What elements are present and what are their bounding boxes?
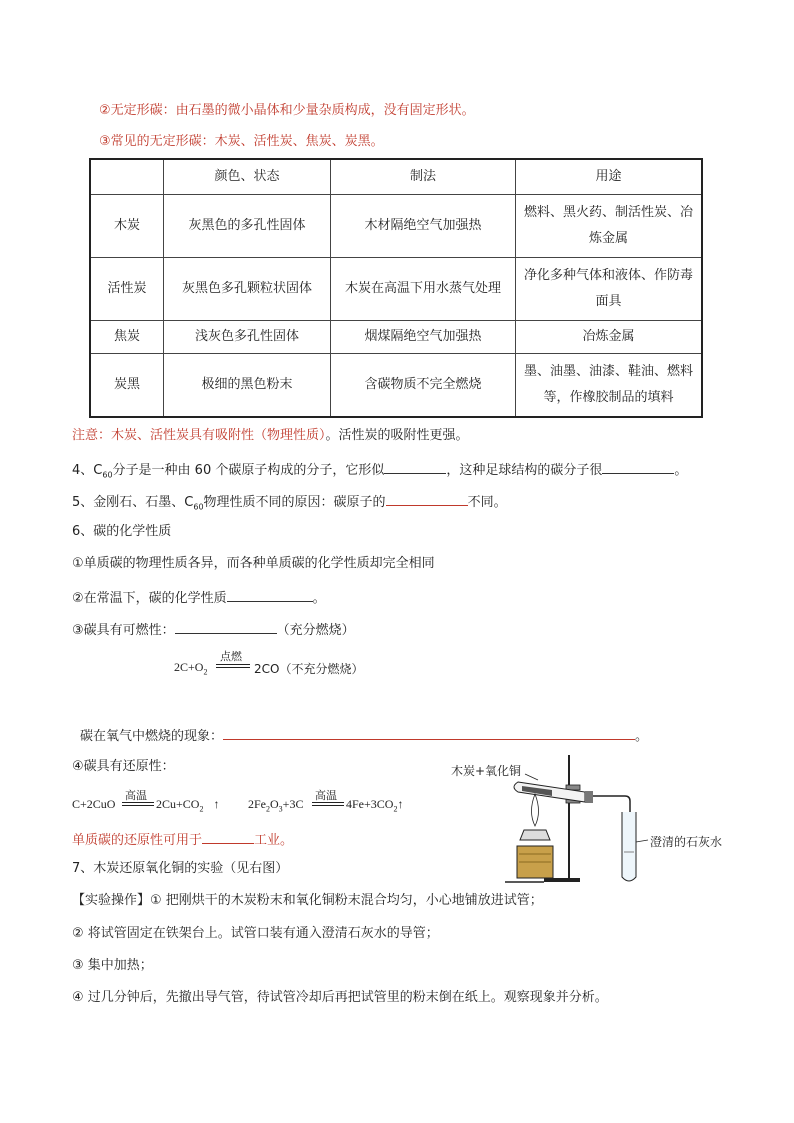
chem-prop-text: ②在常温下，碳的化学性质 bbox=[72, 591, 227, 606]
note-label: 注意：木炭、活性炭具有吸附性（物理性质） bbox=[72, 428, 326, 443]
chem-prop-line-2 bbox=[72, 587, 326, 608]
incomplete-combustion-right: 2CO（不充分燃烧） bbox=[254, 662, 364, 676]
operation-step-1 bbox=[72, 892, 543, 910]
blank-shape[interactable] bbox=[384, 459, 446, 474]
q4-sub: 60 bbox=[102, 470, 113, 480]
equals-bar bbox=[216, 664, 250, 665]
stopper bbox=[585, 791, 593, 803]
q4-text: ，这种足球结构的碳分子很 bbox=[446, 463, 603, 478]
eq-text: +3C bbox=[282, 797, 304, 811]
reduction-fe2o3-left bbox=[248, 797, 303, 813]
industry-text: 单质碳的还原性可用于 bbox=[72, 833, 203, 848]
equals-bar bbox=[312, 805, 344, 806]
blank-stability[interactable] bbox=[602, 459, 674, 474]
eq-sub: 2 bbox=[266, 804, 270, 814]
table-row bbox=[90, 321, 702, 354]
alcohol-lamp-cap bbox=[520, 830, 550, 840]
table-cell-color: 灰黑色的多孔性固体 bbox=[164, 195, 331, 258]
eq-text: 4Fe+3CO bbox=[346, 797, 394, 811]
q4-text: 分子是一种由 60 个碳原子构成的分子，它形似 bbox=[112, 463, 385, 478]
eq-sub: 2 bbox=[393, 804, 398, 814]
blank-stability-normal-temp[interactable] bbox=[227, 587, 313, 602]
carbon-properties-table bbox=[89, 158, 703, 418]
table-cell-use: 燃料、黑火药、制活性炭、冶炼金属 bbox=[516, 195, 703, 258]
condition-high-temp: 高温 bbox=[125, 789, 147, 802]
q5-sub: 60 bbox=[193, 502, 204, 512]
operation-step-3: ③ 集中加热； bbox=[72, 958, 153, 973]
blank-arrangement[interactable] bbox=[386, 491, 468, 506]
blank-industry[interactable] bbox=[202, 829, 254, 844]
eq-text: 2Cu+CO bbox=[156, 797, 200, 811]
table-cell-method: 木材隔绝空气加强热 bbox=[331, 195, 516, 258]
table-header-cell bbox=[90, 159, 164, 195]
label-limewater: 澄清的石灰水 bbox=[650, 835, 723, 849]
table-cell-color: 浅灰色多孔性固体 bbox=[164, 321, 331, 354]
table-cell-method: 烟煤隔绝空气加强热 bbox=[331, 321, 516, 354]
combustion-phenomenon bbox=[80, 725, 648, 746]
adsorption-note bbox=[72, 427, 469, 445]
reduction-fe2o3-right bbox=[346, 797, 403, 813]
table-header-cell: 颜色、状态 bbox=[164, 159, 331, 195]
chem-prop-text: 。 bbox=[312, 591, 326, 606]
equals-bar bbox=[312, 802, 344, 803]
operation-text: ① 把刚烘干的木炭粉末和氧化铜粉末混合均匀，小心地铺放进试管； bbox=[150, 893, 543, 908]
reduction-cuo-right bbox=[156, 797, 219, 813]
reduction-cuo-left: C+2CuO bbox=[72, 797, 116, 811]
eq-text: 2Fe bbox=[248, 797, 266, 811]
reducibility-title: ④碳具有还原性： bbox=[72, 759, 175, 774]
amorphous-carbon-definition: ②无定形碳：由石墨的微小晶体和少量杂质构成，没有固定形状。 bbox=[99, 103, 475, 118]
leader-line bbox=[636, 840, 648, 842]
equals-bar bbox=[122, 805, 154, 806]
note-rest: 。活性炭的吸附性更强。 bbox=[325, 428, 469, 443]
blank-phenomenon[interactable] bbox=[223, 725, 635, 740]
operation-label: 【实验操作】 bbox=[72, 893, 151, 908]
table-cell-name: 活性炭 bbox=[90, 258, 164, 321]
equals-bar bbox=[122, 802, 154, 803]
table-cell-method: 木炭在高温下用水蒸气处理 bbox=[331, 258, 516, 321]
combustibility-text: （充分燃烧） bbox=[276, 623, 355, 638]
common-amorphous-carbon: ③常见的无定形碳：木炭、活性炭、焦炭、炭黑。 bbox=[99, 134, 384, 149]
table-row bbox=[90, 354, 702, 418]
table-cell-name: 炭黑 bbox=[90, 354, 164, 418]
eq-text: 2C+O bbox=[174, 660, 204, 674]
table-header-cell: 制法 bbox=[331, 159, 516, 195]
gas-arrow: ↑ bbox=[397, 797, 404, 811]
chem-prop-line-1: ①单质碳的物理性质各异，而各种单质碳的化学性质却完全相同 bbox=[72, 556, 435, 571]
stand-base bbox=[544, 878, 580, 882]
table-row bbox=[90, 258, 702, 321]
table-cell-use: 墨、油墨、油漆、鞋油、燃料等，作橡胶制品的填料 bbox=[516, 354, 703, 418]
industry-text: 工业。 bbox=[254, 833, 294, 848]
phenomenon-text: 。 bbox=[635, 729, 649, 744]
eq-sub: 3 bbox=[278, 804, 283, 814]
leader-line bbox=[525, 774, 538, 780]
eq-sub: 2 bbox=[203, 667, 208, 677]
table-header-row bbox=[90, 159, 702, 195]
blank-complete-combustion[interactable] bbox=[175, 619, 277, 634]
limewater-tube bbox=[622, 812, 636, 881]
table-cell-color: 极细的黑色粉末 bbox=[164, 354, 331, 418]
table-cell-name: 木炭 bbox=[90, 195, 164, 258]
q5-text: 不同。 bbox=[467, 495, 507, 510]
q4-text: 4、C bbox=[72, 463, 103, 478]
equals-bar bbox=[216, 667, 250, 668]
flame bbox=[532, 794, 539, 826]
operation-step-2: ② 将试管固定在铁架台上。试管口装有通入澄清石灰水的导管； bbox=[72, 926, 439, 941]
question-5 bbox=[72, 491, 507, 517]
table-cell-use: 净化多种气体和液体、作防毒面具 bbox=[516, 258, 703, 321]
question-4 bbox=[72, 459, 687, 485]
gas-arrow: ↑ bbox=[213, 797, 220, 811]
condition-high-temp: 高温 bbox=[315, 789, 337, 802]
combustibility-text: ③碳具有可燃性： bbox=[72, 623, 175, 638]
table-cell-method: 含碳物质不完全燃烧 bbox=[331, 354, 516, 418]
operation-step-4: ④ 过几分钟后，先撤出导气管，待试管冷却后再把试管里的粉末倒在纸上。观察现象并分析。 bbox=[72, 990, 608, 1005]
section-7-title: 7、木炭还原氧化铜的实验（见右图） bbox=[72, 861, 289, 876]
table-row bbox=[90, 195, 702, 258]
table-header-cell: 用途 bbox=[516, 159, 703, 195]
q4-text: 。 bbox=[674, 463, 688, 478]
eq-text: O bbox=[270, 797, 279, 811]
condition-ignite: 点燃 bbox=[220, 650, 242, 663]
combustibility-line bbox=[72, 619, 355, 640]
phenomenon-text: 碳在氧气中燃烧的现象： bbox=[80, 729, 224, 744]
table-cell-name: 焦炭 bbox=[90, 321, 164, 354]
q5-text: 物理性质不同的原因：碳原子的 bbox=[203, 495, 386, 510]
incomplete-combustion-left bbox=[174, 660, 207, 676]
table-cell-color: 灰黑色多孔颗粒状固体 bbox=[164, 258, 331, 321]
q5-text: 5、金刚石、石墨、C bbox=[72, 495, 194, 510]
label-charcoal-copper-oxide: 木炭+氧化铜 bbox=[451, 764, 522, 778]
table-cell-use: 冶炼金属 bbox=[516, 321, 703, 354]
eq-sub: 2 bbox=[199, 804, 204, 814]
metallurgy-use-line bbox=[72, 829, 293, 850]
section-6-title: 6、碳的化学性质 bbox=[72, 524, 172, 539]
